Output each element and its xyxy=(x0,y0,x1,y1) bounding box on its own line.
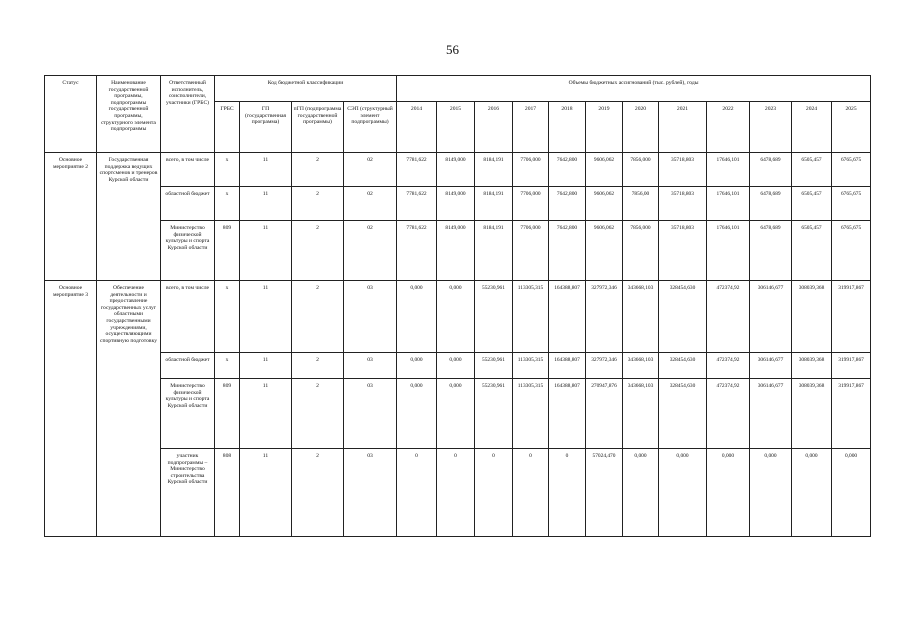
executor-cell: всего, в том числе xyxy=(161,153,215,187)
value-cell: 17646,101 xyxy=(707,153,750,187)
value-cell: 328454,630 xyxy=(659,379,707,449)
value-cell: 9606,062 xyxy=(586,221,623,281)
header-year: 2021 xyxy=(659,102,707,153)
value-cell: 164388,807 xyxy=(549,379,586,449)
grbs-cell: 809 xyxy=(215,221,240,281)
header-gp: ГП (государственная программа) xyxy=(240,102,292,153)
value-cell: 0,000 xyxy=(623,449,659,537)
name-cell: Обеспечение деятельности и предоставление государственных услуг областными государственными учреждениями, осуществляющими спортивную подготовку xyxy=(97,281,161,537)
header-year: 2023 xyxy=(750,102,792,153)
value-cell: 7781,622 xyxy=(397,153,437,187)
header-year: 2017 xyxy=(513,102,549,153)
value-cell: 0,000 xyxy=(707,449,750,537)
status-cell: Основное мероприятие 2 xyxy=(45,153,97,281)
gp-cell: 11 xyxy=(240,281,292,353)
sep-cell: 03 xyxy=(344,449,397,537)
pgp-cell: 2 xyxy=(292,379,344,449)
grbs-cell: 809 xyxy=(215,379,240,449)
pgp-cell: 2 xyxy=(292,353,344,379)
sep-cell: 03 xyxy=(344,379,397,449)
gp-cell: 11 xyxy=(240,187,292,221)
value-cell: 0,000 xyxy=(397,353,437,379)
value-cell: 327972,346 xyxy=(586,281,623,353)
executor-cell: всего, в том числе xyxy=(161,281,215,353)
value-cell: 6765,675 xyxy=(832,221,871,281)
value-cell: 7706,000 xyxy=(513,153,549,187)
header-code-group: Код бюджетной классификации xyxy=(215,76,397,102)
value-cell: 328454,630 xyxy=(659,281,707,353)
pgp-cell: 2 xyxy=(292,449,344,537)
header-volumes-group: Объемы бюджетных ассигнований (тыс. рублей), годы xyxy=(397,76,871,102)
value-cell: 7706,000 xyxy=(513,221,549,281)
value-cell: 343668,103 xyxy=(623,281,659,353)
grbs-cell: 808 xyxy=(215,449,240,537)
header-year: 2020 xyxy=(623,102,659,153)
value-cell: 8184,191 xyxy=(475,187,513,221)
value-cell: 308039,368 xyxy=(792,353,832,379)
value-cell: 7642,800 xyxy=(549,187,586,221)
value-cell: 328454,630 xyxy=(659,353,707,379)
value-cell: 0 xyxy=(549,449,586,537)
header-year: 2018 xyxy=(549,102,586,153)
value-cell: 306146,677 xyxy=(750,281,792,353)
value-cell: 0,000 xyxy=(437,281,475,353)
header-year: 2024 xyxy=(792,102,832,153)
executor-cell: областной бюджет xyxy=(161,353,215,379)
name-cell: Государственная поддержка ведущих спортсменов и тренеров Курской области xyxy=(97,153,161,281)
budget-table xyxy=(44,75,871,537)
value-cell: 0 xyxy=(397,449,437,537)
value-cell: 9606,062 xyxy=(586,153,623,187)
value-cell: 472374,92 xyxy=(707,353,750,379)
grbs-cell: х xyxy=(215,353,240,379)
sep-cell: 03 xyxy=(344,281,397,353)
value-cell: 0 xyxy=(475,449,513,537)
value-cell: 306146,677 xyxy=(750,353,792,379)
value-cell: 6765,675 xyxy=(832,187,871,221)
value-cell: 9606,062 xyxy=(586,187,623,221)
gp-cell: 11 xyxy=(240,153,292,187)
value-cell: 7642,800 xyxy=(549,153,586,187)
executor-cell: Министерство физической культуры и спорта Курской области xyxy=(161,379,215,449)
value-cell: 57024,470 xyxy=(586,449,623,537)
value-cell: 0,000 xyxy=(437,353,475,379)
gp-cell: 11 xyxy=(240,221,292,281)
header-year: 2016 xyxy=(475,102,513,153)
pgp-cell: 2 xyxy=(292,187,344,221)
value-cell: 6505,457 xyxy=(792,153,832,187)
value-cell: 35718,803 xyxy=(659,221,707,281)
value-cell: 0,000 xyxy=(397,281,437,353)
value-cell: 327972,346 xyxy=(586,353,623,379)
value-cell: 472374,92 xyxy=(707,379,750,449)
value-cell: 343668,103 xyxy=(623,379,659,449)
table-row xyxy=(45,379,871,449)
sep-cell: 02 xyxy=(344,153,397,187)
sep-cell: 03 xyxy=(344,353,397,379)
page-number: 56 xyxy=(446,42,459,57)
value-cell: 472374,92 xyxy=(707,281,750,353)
header-executor: Ответственный исполнитель, соисполнители, участники (ГРБС) xyxy=(161,76,215,153)
status-cell: Основное мероприятие 3 xyxy=(45,281,97,537)
value-cell: 7706,000 xyxy=(513,187,549,221)
value-cell: 8184,191 xyxy=(475,221,513,281)
value-cell: 55230,961 xyxy=(475,281,513,353)
header-sep: СЭП (структурный элемент подпрограммы) xyxy=(344,102,397,153)
value-cell: 0,000 xyxy=(750,449,792,537)
header-status: Статус xyxy=(45,76,97,153)
value-cell: 7856,000 xyxy=(623,221,659,281)
gp-cell: 11 xyxy=(240,379,292,449)
grbs-cell: х xyxy=(215,281,240,353)
value-cell: 306146,677 xyxy=(750,379,792,449)
header-grbs: ГРБС xyxy=(215,102,240,153)
value-cell: 343668,103 xyxy=(623,353,659,379)
value-cell: 7856,00 xyxy=(623,187,659,221)
value-cell: 113305,315 xyxy=(513,353,549,379)
value-cell: 6478,689 xyxy=(750,153,792,187)
value-cell: 17646,101 xyxy=(707,187,750,221)
value-cell: 35718,803 xyxy=(659,153,707,187)
pgp-cell: 2 xyxy=(292,221,344,281)
value-cell: 0 xyxy=(513,449,549,537)
value-cell: 164388,807 xyxy=(549,281,586,353)
value-cell: 308039,368 xyxy=(792,281,832,353)
table-row xyxy=(45,221,871,281)
value-cell: 7781,622 xyxy=(397,221,437,281)
pgp-cell: 2 xyxy=(292,281,344,353)
table-row xyxy=(45,153,871,187)
table-row xyxy=(45,281,871,353)
value-cell: 6478,689 xyxy=(750,187,792,221)
value-cell: 8149,000 xyxy=(437,221,475,281)
table-row xyxy=(45,187,871,221)
value-cell: 0,000 xyxy=(437,379,475,449)
executor-cell: областной бюджет xyxy=(161,187,215,221)
value-cell: 6478,689 xyxy=(750,221,792,281)
header-year: 2015 xyxy=(437,102,475,153)
value-cell: 319917,867 xyxy=(832,353,871,379)
sep-cell: 02 xyxy=(344,221,397,281)
value-cell: 0,000 xyxy=(659,449,707,537)
grbs-cell: х xyxy=(215,187,240,221)
header-year: 2022 xyxy=(707,102,750,153)
value-cell: 319917,867 xyxy=(832,281,871,353)
table-row xyxy=(45,449,871,537)
value-cell: 35718,803 xyxy=(659,187,707,221)
header-name: Наименование государственной программы, подпрограммы государственной программы, структурного элемента подпрограммы xyxy=(97,76,161,153)
executor-cell: Министерство физической культуры и спорта Курской области xyxy=(161,221,215,281)
value-cell: 308039,368 xyxy=(792,379,832,449)
value-cell: 6505,457 xyxy=(792,221,832,281)
value-cell: 113305,315 xyxy=(513,281,549,353)
value-cell: 164388,807 xyxy=(549,353,586,379)
value-cell: 7781,622 xyxy=(397,187,437,221)
value-cell: 0,000 xyxy=(832,449,871,537)
header-year: 2025 xyxy=(832,102,871,153)
header-year: 2019 xyxy=(586,102,623,153)
value-cell: 319917,867 xyxy=(832,379,871,449)
gp-cell: 11 xyxy=(240,449,292,537)
value-cell: 113305,315 xyxy=(513,379,549,449)
value-cell: 55230,961 xyxy=(475,379,513,449)
value-cell: 6505,457 xyxy=(792,187,832,221)
value-cell: 8149,000 xyxy=(437,187,475,221)
value-cell: 270947,876 xyxy=(586,379,623,449)
value-cell: 7642,800 xyxy=(549,221,586,281)
grbs-cell: х xyxy=(215,153,240,187)
gp-cell: 11 xyxy=(240,353,292,379)
value-cell: 17646,101 xyxy=(707,221,750,281)
value-cell: 6765,675 xyxy=(832,153,871,187)
value-cell: 0,000 xyxy=(397,379,437,449)
sep-cell: 02 xyxy=(344,187,397,221)
pgp-cell: 2 xyxy=(292,153,344,187)
value-cell: 0 xyxy=(437,449,475,537)
value-cell: 0,000 xyxy=(792,449,832,537)
value-cell: 8149,000 xyxy=(437,153,475,187)
executor-cell: участник подпрограммы – Министерство строительства Курской области xyxy=(161,449,215,537)
table-row xyxy=(45,353,871,379)
value-cell: 55230,961 xyxy=(475,353,513,379)
value-cell: 7856,000 xyxy=(623,153,659,187)
header-year: 2014 xyxy=(397,102,437,153)
value-cell: 8184,191 xyxy=(475,153,513,187)
header-pgp: пГП (подпрограмма государственной программы) xyxy=(292,102,344,153)
